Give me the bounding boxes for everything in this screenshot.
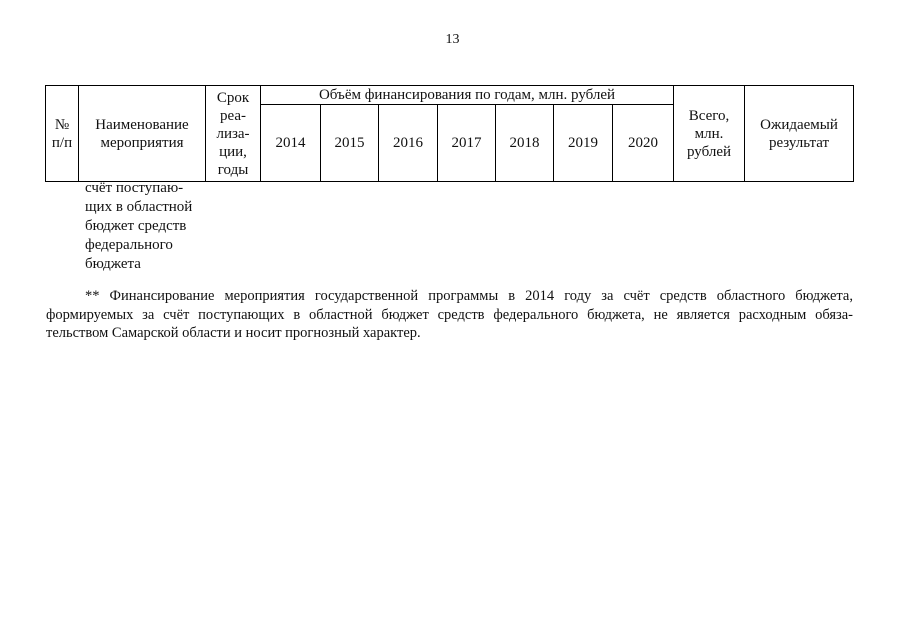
header-expected-result bbox=[745, 86, 854, 182]
header-activity-name bbox=[79, 86, 206, 182]
continuation-line: бюджета bbox=[85, 256, 141, 272]
year-cell: 2015 bbox=[321, 105, 379, 182]
header-number bbox=[46, 86, 79, 182]
continuation-line: щих в областной bbox=[85, 199, 193, 215]
header-term-line: ции, bbox=[219, 143, 247, 160]
year-cell: 2014 bbox=[261, 105, 321, 182]
header-total-line: млн. bbox=[694, 125, 724, 142]
year-cell: 2020 bbox=[613, 105, 674, 182]
footnote-line: тельством Самарской области и носит прогнозный характер. bbox=[46, 325, 421, 341]
year-cell: 2016 bbox=[379, 105, 438, 182]
footnote-line: формируемых за счёт поступающих в областной бюджет средств федерального бюджета, не является расходным обяза- bbox=[46, 306, 853, 323]
header-result-line: результат bbox=[768, 134, 830, 151]
header-number-line: п/п bbox=[51, 134, 73, 151]
footnote bbox=[46, 287, 853, 343]
header-activity-line: Наименование bbox=[95, 116, 189, 133]
header-funding: Объём финансирования по годам, млн. рублей bbox=[261, 86, 674, 105]
year-cell: 2018 bbox=[496, 105, 554, 182]
header-number-line: № bbox=[54, 116, 70, 133]
header-term-line: Срок bbox=[216, 89, 250, 106]
continuation-line: счёт поступаю- bbox=[85, 180, 184, 196]
header-term-line: лиза- bbox=[216, 125, 250, 142]
continuation-line: бюджет средств bbox=[85, 218, 187, 234]
header-term-line: реа- bbox=[220, 107, 246, 124]
header-result-line: Ожидаемый bbox=[760, 116, 838, 133]
footnote-line: ** Финансирование мероприятия государственной программы в 2014 году за счёт средств областного бюджета, bbox=[85, 288, 853, 304]
table-header-row bbox=[46, 86, 854, 105]
header-activity-line: мероприятия bbox=[100, 134, 184, 151]
year-cell: 2019 bbox=[554, 105, 613, 182]
page-number: 13 bbox=[445, 32, 460, 47]
activity-continuation-text bbox=[85, 179, 192, 274]
header-total bbox=[674, 86, 745, 182]
header-total-line: Всего, bbox=[688, 107, 730, 124]
funding-table bbox=[45, 85, 854, 182]
continuation-line: федерального bbox=[85, 237, 173, 253]
year-cell: 2017 bbox=[438, 105, 496, 182]
header-term-line: годы bbox=[217, 161, 249, 178]
header-term bbox=[206, 86, 261, 182]
header-total-line: рублей bbox=[687, 143, 732, 160]
